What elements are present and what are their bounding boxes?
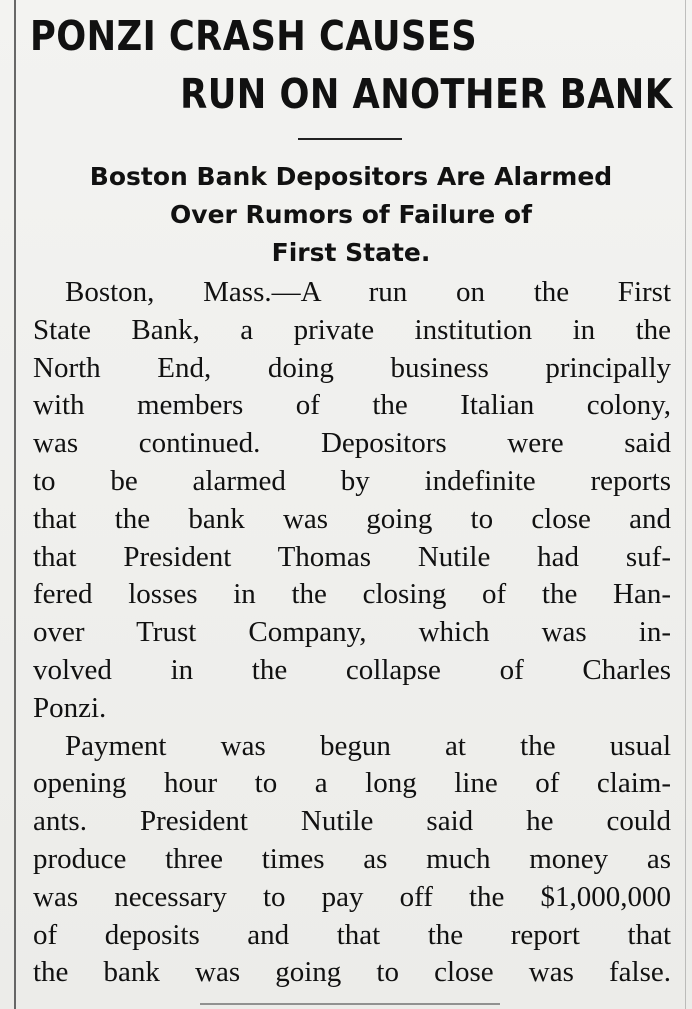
article-line: over Trust Company, which was in- [33, 616, 671, 649]
article-line: Boston, Mass.—A run on the First [65, 276, 671, 308]
article-body [33, 274, 671, 992]
article-line: Payment was begun at the usual [65, 729, 671, 762]
article-line: fered losses in the closing of the Han- [33, 578, 671, 611]
article-line: the bank was going to close was false. [33, 956, 671, 989]
article-line: ants. President Nutile said he could [33, 805, 671, 838]
article-line: was necessary to pay off the $1,000,000 [33, 880, 671, 913]
headline-divider [298, 138, 402, 140]
deck-line: Boston Bank Depositors Are Alarmed [89, 162, 613, 191]
deck-line: Over Rumors of Failure of [170, 200, 532, 229]
article-line: to be alarmed by indefinite reports [33, 464, 671, 497]
column-rule-left [14, 0, 16, 1009]
bottom-rule [200, 1003, 500, 1005]
article-line: North End, doing business principally [33, 351, 671, 384]
subheadline-deck [20, 158, 682, 272]
article-line: Ponzi. [33, 691, 107, 724]
article-line: opening hour to a long line of claim- [33, 767, 671, 800]
headline-line-2: RUN ON ANOTHER BANK [179, 70, 672, 118]
article-line: produce three times as much money as [33, 842, 671, 875]
article-line: that the bank was going to close and [33, 502, 671, 535]
article-line: of deposits and that the report that [33, 918, 671, 951]
deck-line: First State. [271, 238, 431, 267]
article-line: volved in the collapse of Charles [33, 653, 671, 686]
column-rule-right [685, 0, 686, 1009]
headline-line-1: PONZI CRASH CAUSES [30, 12, 478, 60]
article-line: State Bank, a private institution in the [33, 313, 671, 346]
article-line: was continued. Depositors were said [33, 427, 671, 460]
article-line: with members of the Italian colony, [33, 389, 671, 422]
article-line: that President Thomas Nutile had suf- [33, 540, 671, 573]
